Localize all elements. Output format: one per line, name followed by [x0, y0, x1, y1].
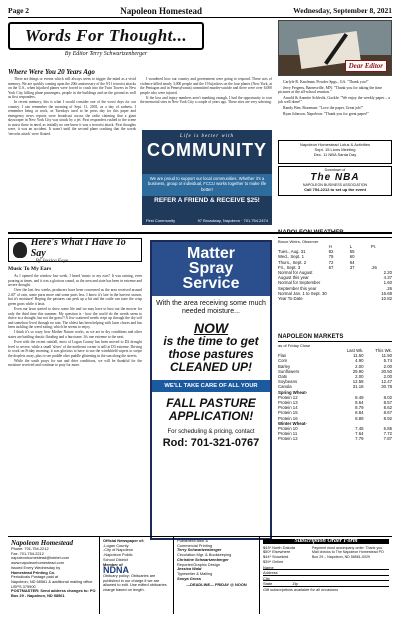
rainfall-value: 4.37 — [383, 275, 392, 281]
dear-editor-photo — [278, 20, 392, 76]
weather-cell: 79 — [328, 254, 334, 260]
markets-cell: 8.92 — [383, 415, 392, 421]
article-paragraph: Over the last few weeks, producers have been concerned as the area received around 2.40" of rain, some parts more and some parts less. I know it's late in the harvest season, but it's moisture! Hoping the pastures can perk up a bit and the cattle can taste the crisp green grass while it lasts. — [8, 288, 142, 306]
weather-box — [278, 230, 392, 330]
article-paragraph: I think it's so crazy how Mother Nature works, as we are in dry conditions and other states are battling drastic flooding and a hurricane. It's one extreme to the next. — [8, 330, 142, 339]
rainfall-line — [278, 296, 392, 301]
staff-name: Sonya Gross — [177, 575, 202, 581]
reader-letter: Arnold & Annette Schlecht, Gackle: "We enjoy the weekly paper – a job well done!" — [278, 95, 390, 105]
markets-title: NAPOLEON MARKETS — [278, 334, 392, 342]
postmaster-note: POSTMASTER: Send address changes to: PO Box 29 - Napoleon, ND 58561 — [11, 588, 96, 599]
weather-cell: 37 — [349, 264, 355, 270]
matter-ad-now — [152, 322, 270, 374]
markets-cell: 7.87 — [383, 436, 392, 442]
weather-cell: 82 — [328, 249, 334, 255]
matter-ad-now-text: is the time to get those pastures CLEANED UP! — [163, 334, 259, 374]
event-line: Sept. 15 Lions Meeting — [314, 147, 356, 152]
weather-title: NAPOLEON WEATHER — [278, 230, 392, 238]
paper-info — [8, 537, 100, 614]
staff-name: Jessica Wald — [177, 566, 202, 572]
markets-col: Last Wk. — [346, 348, 364, 353]
weather-col: Pr. — [370, 244, 377, 249]
markets-cell: Protein 14 — [278, 405, 298, 411]
reader-letter: Ryan Johnson, Napoleon: "Thank you for great paper!" — [283, 111, 369, 116]
matter-ad-head-line: Spray — [188, 260, 234, 277]
rainfall-value: 1.60 — [383, 280, 392, 286]
article-paragraph: Even our lawn started to show some life and we may have to bust out the mower for only the third time this summer. My question is - how the world do the weeds seem to thrive in a drought, but not the grass?! A few scattered weeds crept up through the dry soil and somehow lived through no rain. The oldest has been helping with lawn chores and has been tackling the weed eating, which he seems to enjoy. — [8, 307, 142, 330]
markets-cell: Protein 12 — [278, 394, 298, 400]
ad-refer: REFER A FRIEND & RECEIVE $25! — [154, 197, 260, 204]
ad-body: We are proud to support our local communities. Whether it's a business, group or individual, FCCU works together to make life better! — [142, 174, 272, 196]
official-item: -Logan County — [103, 542, 129, 548]
reader-letter: Carlyle R. Kaufman, Powder Spgs., GA. "Thank you!" — [283, 80, 369, 84]
markets-cell: 2.00 — [383, 363, 392, 369]
markets-cell: 8.02 — [383, 394, 392, 400]
markets-cell: Protein 16 — [278, 415, 298, 421]
weather-cell: Wed., Sept. 1 — [278, 254, 304, 260]
community-credit-union-ad[interactable] — [142, 130, 272, 225]
article2-column — [8, 274, 142, 530]
matter-ad-head-line: Service — [182, 275, 240, 292]
subscription-form[interactable] — [260, 537, 392, 614]
ad-footer — [142, 218, 272, 223]
markets-cell: 4.90 — [355, 358, 364, 364]
staff-role: Reporter/Graphic Design — [177, 561, 221, 567]
weather-cell: 55 — [349, 249, 355, 255]
matter-ad-care: WE'LL TAKE CARE OF ALL YOUR — [152, 380, 270, 392]
markets-cell: 2.00 — [383, 374, 392, 380]
markets-cell: 2.00 — [355, 363, 364, 369]
weather-col: L — [349, 244, 353, 249]
markets-cell: 29.90 — [352, 368, 364, 374]
paper-name: Napoleon Homestead — [11, 539, 74, 547]
name-field[interactable]: Name — [263, 565, 389, 571]
rate-option[interactable]: $43* North Dakota — [263, 544, 296, 550]
rate-option[interactable]: $50* Elsewhere — [263, 549, 291, 555]
ad-headline: COMMUNITY — [147, 140, 267, 160]
markets-cell: 2.00 — [355, 374, 364, 380]
matter-ad-phone[interactable]: Rod: 701-321-0767 — [162, 437, 260, 449]
article2-headline: Music To My Ears — [8, 266, 52, 272]
official-item: -Napoleon Public — [103, 552, 133, 558]
markets-cell: Protein 10 — [278, 426, 298, 432]
markets-cell: 11.50 — [381, 353, 392, 359]
winter-wheat-head: Winter Wheat- — [278, 420, 307, 426]
markets-cell: Protein 15 — [278, 410, 298, 416]
address-field[interactable]: Address — [263, 570, 389, 576]
rainfall-label: Normal Jan. 1 to Sept. 30 — [278, 290, 327, 296]
markets-cell: 8.79 — [355, 405, 364, 411]
rainfall-label: August this year — [278, 275, 309, 281]
matter-spray-ad[interactable] — [150, 240, 272, 540]
weather-cell: 72 — [328, 259, 334, 265]
markets-cell: 6.85 — [383, 426, 392, 432]
rainfall-value: 10.82 — [381, 296, 392, 302]
microphone-icon — [13, 242, 27, 258]
paper-email[interactable]: napoleonhomestead@bektel.com — [11, 555, 70, 561]
city-field[interactable]: City — [263, 576, 389, 582]
rainfall-label: Year To Date — [278, 296, 303, 302]
rainfall-label: September this year — [278, 285, 317, 291]
events-title: Napoleon Homestead Lotus & Activities — [299, 142, 371, 147]
weather-cell: .26 — [370, 264, 377, 270]
markets-cell: 8.62 — [383, 405, 392, 411]
reader-letter: Randy Ben, Bozeman: "Love the paper. Great job!" — [283, 105, 364, 110]
markets-row — [278, 436, 392, 441]
markets-cell: 30.78 — [381, 384, 392, 390]
paper-line: Periodicals Postage paid at — [11, 574, 59, 580]
article-paragraph: In recent memory, this is what I would consider one of the worst days for our country. I can remember the morning of Sept. 11, 2001, as a day of sadness. I remember being at work, as Tuesdays used to be press day for this paper and emergency news reports were broadcast across the radio claiming that a giant skyscraper in New York City was struck by a jet. First responders rushed to the scene to assist those in need, as initially no one knew it was a terrorist attack. First thoughts were, it was an accident. It wasn't until the second plane crashing that the words 'terrorist attack' were floated. — [8, 100, 136, 136]
spring-wheat-head: Spring Wheat- — [278, 389, 308, 395]
obituary-policy: Obituary policy: Obituaries are published in our charge if we are allowed to edit. Use edited obituaries charge based on length. — [103, 572, 167, 593]
state-zip-row — [263, 581, 389, 587]
weather-cell: Thurs., Sept. 2 — [278, 259, 307, 265]
markets-cell: 8.49 — [355, 394, 364, 400]
rainfall-label: Normal for September — [278, 280, 321, 286]
markets-cell: 8.84 — [355, 410, 364, 416]
words-for-thought-banner — [8, 22, 204, 64]
ndna-logo: NDNA — [103, 565, 129, 576]
page-header — [8, 4, 392, 18]
article-headline: Where Were You 20 Years Ago — [8, 68, 95, 76]
article-paragraph: If the loss and injury numbers aren't numbing enough, I had the opportunity to tour the memorial sites in New York City a couple of years ago. These sites are very sobering. — [140, 95, 272, 105]
state-field[interactable]: State — [263, 581, 273, 587]
words-for-thought-byline: By Editor Terry Schwartzenberger — [64, 51, 148, 57]
staff-role: Circulation Mgr. & Bookkeeping — [177, 552, 232, 558]
weather-cell: Fri., Sept. 3 — [278, 264, 301, 270]
markets-cell: 7.79 — [355, 436, 364, 442]
markets-cell: 8.57 — [383, 400, 392, 406]
paper-line: Fax: 701-754-2212 — [11, 550, 44, 556]
weather-col: H — [328, 244, 332, 249]
rate-option[interactable]: $44* Snowbird — [263, 554, 289, 560]
issue-date: Wednesday, September 8, 2021 — [293, 6, 392, 15]
newspaper-title: Napoleon Homestead — [120, 5, 202, 16]
article-paragraph: As I opened the window last week, I heard 'music to my ears'! It was raining, even pouring at times, and it was a glorious sound, as the area and state has been in extreme and severe drought. — [8, 274, 142, 287]
weather-cell: 67 — [328, 264, 334, 270]
article-paragraph: There are things or events which will always seem to trigger the mind as a vivid memory. We are quickly coming upon the 20th anniversary of the 9/11 terrorist attacks on the U.S., when hijacked planes were forced to crash into the Twin Towers in New York City, killing plane passengers, people in the buildings and on the ground as well as first responders. — [8, 77, 136, 99]
markets-cell: 12.58 — [352, 379, 364, 385]
rainfall-value: 2.20 — [383, 270, 392, 276]
heres-what-byline: ... By Jessica Faye — [30, 258, 68, 264]
paper-line: Phone: 701-754-2212 — [11, 546, 49, 551]
subscription-rates — [263, 546, 389, 565]
rates-list — [263, 546, 309, 565]
reader-letters — [278, 80, 392, 138]
markets-cell: Barley — [278, 363, 291, 369]
nba-ad — [278, 166, 392, 196]
markets-cell: 8.67 — [383, 410, 392, 416]
markets-cell: Flax — [278, 353, 287, 359]
markets-cell: 7.72 — [383, 431, 392, 437]
paper-line: USPS 379900 — [11, 583, 36, 589]
rainfall-value: 16.68 — [381, 290, 392, 296]
nba-logo-text: The NBA — [310, 171, 360, 183]
paper-line: Napoleon, ND 58561 & additional mailing office — [11, 578, 93, 584]
staff-role: Commercial Printing — [177, 542, 213, 548]
paper-line: Homestead Printing Co. — [11, 569, 56, 575]
rainfall-value: .26 — [386, 285, 392, 291]
markets-cell: 11.50 — [353, 353, 364, 359]
matter-ad-head — [152, 242, 270, 296]
staff-role: Typesetter & Mailing — [177, 570, 213, 576]
matter-ad-now-big: NOW — [193, 320, 229, 336]
ad-tagline: Life is better with — [179, 134, 235, 139]
reader-letter: Jerry Fergens, Barnesville, MN: "Thank you for taking the time pictures at the all-school reunion." — [278, 85, 383, 95]
markets-cell: Soybeans — [278, 379, 298, 385]
markets-cell: 5.74 — [383, 358, 392, 364]
nba-assoc: NAPOLEON BUSINESS ASSOCIATION — [302, 182, 368, 187]
rainfall-label: Normal for August — [278, 270, 313, 276]
markets-cell: Canola — [278, 384, 292, 390]
markets-cell: Corn — [278, 358, 288, 364]
ad-address: 97 Broadway, Napoleon · 701.754.2474 — [197, 218, 268, 223]
nba-phone: Call 754-2212 to set up the event — [304, 186, 366, 192]
markets-cell: 7.45 — [355, 426, 364, 432]
words-for-thought-title: Words For Thought... — [8, 22, 204, 50]
dear-editor-sign: Dear Editor — [345, 60, 387, 72]
page-number: Page 2 — [8, 6, 30, 15]
weather-cell: Tues., Aug. 31 — [278, 249, 306, 255]
gift-note: Gift subscriptions available for all occasions — [263, 586, 339, 592]
official-item: -City of Napoleon — [103, 547, 134, 553]
official-newspaper — [100, 537, 174, 614]
matter-ad-pitch: With the area receiving some much needed moisture... — [156, 300, 266, 315]
article-column-1 — [8, 77, 136, 227]
staff-name: Terry Schwartzenberger — [177, 547, 222, 553]
markets-cell: Protein 12 — [278, 436, 298, 442]
markets-cell: 8.64 — [355, 400, 364, 406]
matter-ad-fall: FALL PASTURE APPLICATION! — [166, 396, 256, 423]
markets-box — [278, 334, 392, 534]
subscription-title: Subscription Order Form — [263, 539, 389, 544]
markets-subtitle: as of Friday Close — [278, 343, 311, 348]
matter-ad-schedule: For scheduling & pricing, contact — [167, 429, 255, 435]
weather-cell: 64 — [349, 259, 355, 265]
subscription-note: Payment must accompany order. Thank you. Mail checks to The Napoleon Homestead PO Box 29 – Napoleon, ND 58561-0029 — [312, 545, 384, 559]
weather-cell: 60 — [349, 254, 355, 260]
article-paragraph: While the south prays for sun and drier conditions, we will be thankful for the moisture received and continue to pray for more. — [8, 358, 142, 368]
matter-ad-head-line: Matter — [186, 245, 235, 262]
markets-cell: 12.47 — [381, 379, 392, 385]
nba-small: Downtown of — [324, 168, 346, 172]
heres-what-title: Here's What I Have To Say — [30, 236, 126, 259]
zip-field[interactable]: Zip — [292, 581, 298, 587]
markets-cell: Protein 11 — [278, 431, 298, 437]
masthead-footer — [8, 536, 392, 614]
staff-role: Publisher/Editor & — [177, 538, 209, 543]
official-item: School District — [103, 556, 128, 562]
weather-observer: Bruce Weirs, Observer — [278, 239, 319, 244]
markets-cell: 31.18 — [352, 384, 364, 390]
article-paragraph: I wondered how our country and government were going to respond. These acts of violence killed nearly 3,000 people and the 19 hijackers on the four planes (New York, at the Pentagon and in Pennsylvania) committed murder-suicide and there were over 6,000 people who were injured. — [140, 77, 272, 95]
markets-cell: 7.64 — [355, 431, 364, 437]
member-of: Member of — [103, 561, 123, 567]
official-head: Official Newspaper of: — [103, 538, 145, 543]
deadline-note: —DEADLINE— FRIDAY @ NOON — [186, 582, 247, 588]
markets-cell: Oats — [278, 374, 288, 380]
staff-list — [174, 537, 260, 614]
rate-option[interactable]: $39* Online — [263, 558, 284, 564]
ad-logo: First Community — [146, 218, 176, 223]
events-box — [278, 140, 392, 164]
paper-website[interactable]: www.napoleonhomestead.com — [11, 560, 64, 566]
paper-line: Issued Every Wednesday by — [11, 564, 61, 570]
article-paragraph: Even with the recent rainfall, most of Logan County has been moved to D2 drought level to severe, while a small 'sliver' of the northeast corner is still at D3 extreme. Driving to work on Friday morning, it was glorious to have to use the windshield wipers to swipe the droplets away, plus to see puddle after puddle glistening in the sun along the streets. — [8, 340, 142, 358]
markets-cell: Sunflowers — [278, 368, 300, 374]
event-line: Dec. 11 NBA Santa Day — [313, 152, 357, 157]
markets-row — [278, 384, 392, 389]
markets-cell: 30.50 — [381, 368, 392, 374]
markets-cell: Protein 13 — [278, 400, 298, 406]
markets-col: This Wk. — [375, 348, 392, 353]
markets-cell: 8.89 — [355, 415, 364, 421]
heres-what-banner — [8, 238, 142, 262]
staff-name: Christine Schwartzenberger — [177, 556, 229, 562]
